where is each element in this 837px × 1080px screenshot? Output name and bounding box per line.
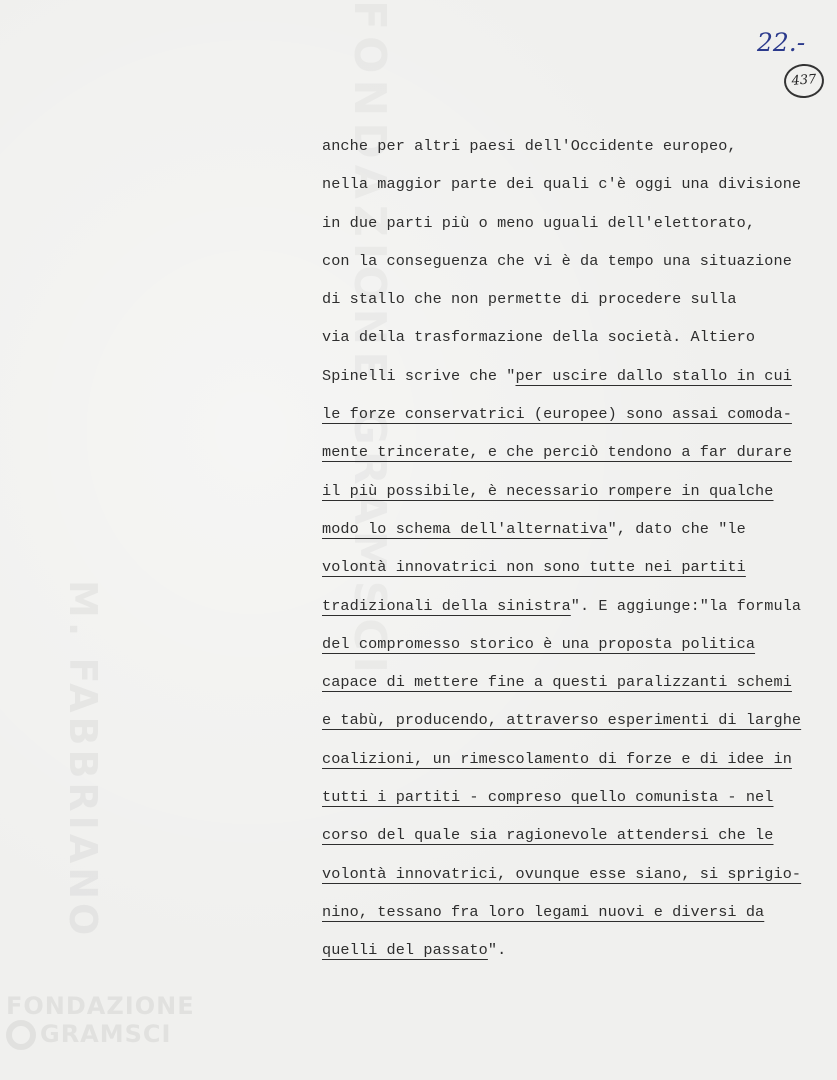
foundation-watermark-line-1: FONDAZIONE	[6, 992, 195, 1020]
foundation-watermark-line-2: GRAMSCI	[40, 1020, 172, 1048]
underlined-quote-segment: le forze conservatrici (europee) sono assai comoda-	[322, 405, 792, 424]
circled-archive-number: 437	[783, 63, 825, 100]
underlined-quote-segment: coalizioni, un rimescolamento di forze e di idee in	[322, 749, 792, 768]
text-line	[322, 630, 832, 668]
text-line	[322, 821, 832, 859]
text-line	[322, 477, 832, 515]
text-segment: con la conseguenza che vi è da tempo una situazione	[322, 251, 792, 270]
text-line	[322, 515, 832, 553]
underlined-quote-segment: il più possibile, è necessario rompere in qualche	[322, 481, 774, 500]
underlined-quote-segment: nino, tessano fra loro legami nuovi e diversi da	[322, 902, 765, 921]
underlined-quote-segment: per uscire dallo stallo in cui	[515, 366, 792, 385]
text-line	[322, 706, 832, 744]
text-line	[322, 170, 832, 208]
underlined-quote-segment: volontà innovatrici non sono tutte nei partiti	[322, 558, 746, 577]
underlined-quote-segment: quelli del passato	[322, 941, 488, 960]
text-segment: ". E aggiunge:"la formula	[570, 596, 802, 615]
underlined-quote-segment: e tabù, producendo, attraverso esperimenti di larghe	[322, 711, 802, 730]
text-line	[322, 745, 832, 783]
typed-text-body	[322, 132, 832, 975]
text-line	[322, 898, 832, 936]
text-line	[322, 362, 832, 400]
text-line	[322, 553, 832, 591]
watermark-vertical-left: M. FABBRIANO	[61, 580, 105, 940]
foundation-watermark-logo	[6, 992, 195, 1050]
text-segment: in due parti più o meno uguali dell'elettorato,	[322, 213, 756, 232]
text-segment: via della trasformazione della società. Altiero	[322, 328, 756, 347]
watermark-vertical-right: FONDAZIONE GRAMSCI	[344, 0, 395, 679]
handwritten-page-number: 22.-	[757, 28, 806, 57]
text-line	[322, 936, 832, 974]
underlined-quote-segment: capace di mettere fine a questi paralizzanti schemi	[322, 673, 792, 692]
underlined-quote-segment: tradizionali della sinistra	[322, 596, 571, 615]
text-line	[322, 323, 832, 361]
text-segment: di stallo che non permette di procedere sulla	[322, 290, 737, 309]
text-line	[322, 438, 832, 476]
text-line	[322, 285, 832, 323]
text-line	[322, 860, 832, 898]
underlined-quote-segment: volontà innovatrici, ovunque esse siano, si sprigio-	[322, 864, 802, 883]
underlined-quote-segment: mente trincerate, e che perciò tendono a far durare	[322, 443, 792, 462]
underlined-quote-segment: corso del quale sia ragionevole attendersi che le	[322, 826, 774, 845]
gramsci-logo-icon	[6, 1020, 36, 1050]
text-segment: nella maggior parte dei quali c'è oggi una divisione	[322, 175, 802, 194]
text-segment: Spinelli scrive che "	[322, 366, 516, 385]
text-line	[322, 783, 832, 821]
text-line	[322, 400, 832, 438]
text-line	[322, 247, 832, 285]
text-segment: ", dato che "le	[607, 519, 746, 538]
text-line	[322, 668, 832, 706]
underlined-quote-segment: del compromesso storico è una proposta politica	[322, 634, 756, 653]
underlined-quote-segment: modo lo schema dell'alternativa	[322, 519, 608, 538]
text-line	[322, 209, 832, 247]
text-line	[322, 592, 832, 630]
underlined-quote-segment: tutti i partiti - compreso quello comunista - nel	[322, 788, 774, 807]
text-segment: anche per altri paesi dell'Occidente europeo,	[322, 137, 737, 155]
text-segment: ".	[487, 941, 507, 960]
text-line	[322, 132, 832, 170]
